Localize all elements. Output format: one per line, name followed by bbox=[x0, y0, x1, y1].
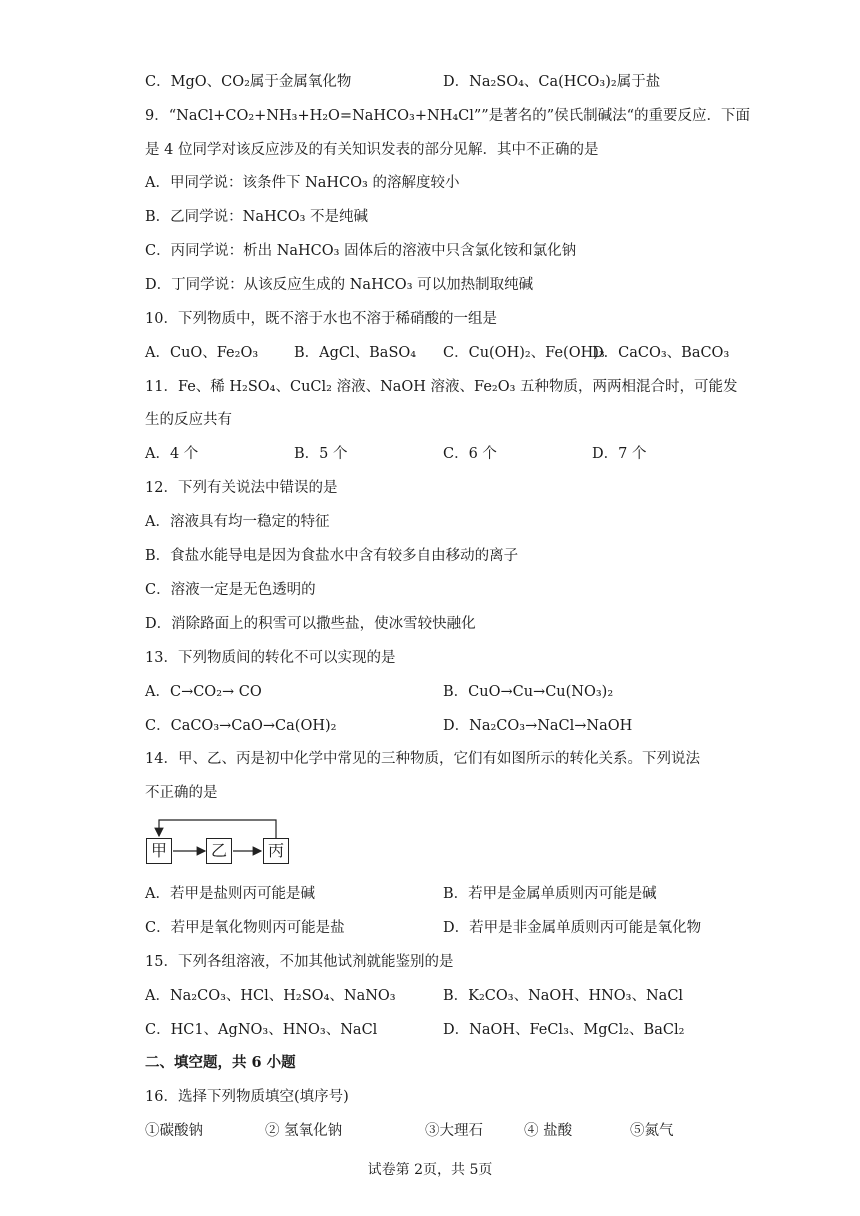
q9-option-c: C．丙同学说：析出 NaHCO₃ 固体后的溶液中只含氯化铵和氯化钠 bbox=[145, 243, 577, 259]
q11-option-a: A．4 个 bbox=[145, 446, 199, 462]
q13-option-b: B．CuO→Cu→Cu(NO₃)₂ bbox=[443, 684, 614, 700]
q16-stem: 16．选择下列物质填空(填序号) bbox=[145, 1089, 349, 1105]
q14-option-c: C．若甲是氧化物则丙可能是盐 bbox=[145, 920, 345, 936]
q12-option-b: B．食盐水能导电是因为食盐水中含有较多自由移动的离子 bbox=[145, 548, 519, 564]
q8-option-d: D．Na₂SO₄、Ca(HCO₃)₂属于盐 bbox=[443, 74, 661, 90]
page-footer: 试卷第 2页，共 5页 bbox=[367, 1162, 493, 1178]
q16-item-3: ③大理石 bbox=[425, 1123, 483, 1139]
q11-option-b: B．5 个 bbox=[294, 446, 348, 462]
q15-option-b: B．K₂CO₃、NaOH、HNO₃、NaCl bbox=[443, 988, 684, 1004]
q16-item-1: ①碳酸钠 bbox=[145, 1123, 203, 1139]
q8-option-c: C．MgO、CO₂属于金属氧化物 bbox=[145, 74, 352, 90]
box-bing: 丙 bbox=[263, 838, 289, 864]
q16-item-5: ⑤氮气 bbox=[630, 1123, 674, 1139]
q9-stem-line1: 9．“NaCl+CO₂+NH₃+H₂O=NaHCO₃+NH₄Cl””是著名的”侯氏制碱法“的重要反应．下面 bbox=[145, 108, 751, 124]
conversion-diagram bbox=[146, 818, 296, 868]
q11-stem-line2: 生的反应共有 bbox=[145, 412, 232, 428]
q11-stem-line1: 11．Fe、稀 H₂SO₄、CuCl₂ 溶液、NaOH 溶液、Fe₂O₃ 五种物质，两两相混合时，可能发 bbox=[145, 379, 738, 395]
q15-option-a: A．Na₂CO₃、HCl、H₂SO₄、NaNO₃ bbox=[145, 988, 396, 1004]
q10-option-b: B．AgCl、BaSO₄ bbox=[294, 345, 417, 361]
q13-option-a: A．C→CO₂→ CO bbox=[145, 684, 262, 700]
q9-option-b: B．乙同学说：NaHCO₃ 不是纯碱 bbox=[145, 209, 369, 225]
q9-option-a: A．甲同学说：该条件下 NaHCO₃ 的溶解度较小 bbox=[145, 175, 460, 191]
q13-stem: 13．下列物质间的转化不可以实现的是 bbox=[145, 650, 396, 666]
q15-stem: 15．下列各组溶液，不加其他试剂就能鉴别的是 bbox=[145, 954, 454, 970]
q14-option-b: B．若甲是金属单质则丙可能是碱 bbox=[443, 886, 657, 902]
q12-stem: 12．下列有关说法中错误的是 bbox=[145, 480, 338, 496]
q10-option-d: D．CaCO₃、BaCO₃ bbox=[592, 345, 730, 361]
q15-option-d: D．NaOH、FeCl₃、MgCl₂、BaCl₂ bbox=[443, 1022, 685, 1038]
q12-option-a: A．溶液具有均一稳定的特征 bbox=[145, 514, 330, 530]
q12-option-c: C．溶液一定是无色透明的 bbox=[145, 582, 316, 598]
q11-option-d: D．7 个 bbox=[592, 446, 647, 462]
q10-option-a: A．CuO、Fe₂O₃ bbox=[145, 345, 259, 361]
q14-option-d: D．若甲是非金属单质则丙可能是氧化物 bbox=[443, 920, 702, 936]
q11-option-c: C．6 个 bbox=[443, 446, 497, 462]
q14-option-a: A．若甲是盐则丙可能是碱 bbox=[145, 886, 315, 902]
q10-option-c: C．Cu(OH)₂、Fe(OH)₃ bbox=[443, 345, 605, 361]
q13-option-d: D．Na₂CO₃→NaCl→NaOH bbox=[443, 718, 633, 734]
q14-stem-line2: 不正确的是 bbox=[145, 785, 218, 801]
q9-stem-line2: 是 4 位同学对该反应涉及的有关知识发表的部分见解．其中不正确的是 bbox=[145, 142, 599, 158]
q15-option-c: C．HC1、AgNO₃、HNO₃、NaCl bbox=[145, 1022, 378, 1038]
box-yi: 乙 bbox=[206, 838, 232, 864]
box-jia: 甲 bbox=[146, 838, 172, 864]
q16-item-2: ② 氢氧化钠 bbox=[265, 1123, 343, 1139]
q13-option-c: C．CaCO₃→CaO→Ca(OH)₂ bbox=[145, 718, 337, 734]
q9-option-d: D．丁同学说：从该反应生成的 NaHCO₃ 可以加热制取纯碱 bbox=[145, 277, 534, 293]
q14-stem-line1: 14．甲、乙、丙是初中化学中常见的三种物质，它们有如图所示的转化关系。下列说法 bbox=[145, 751, 700, 767]
q10-stem: 10．下列物质中，既不溶于水也不溶于稀硝酸的一组是 bbox=[145, 311, 497, 327]
q16-item-4: ④ 盐酸 bbox=[524, 1123, 573, 1139]
section-heading: 二、填空题，共 6 小题 bbox=[145, 1054, 296, 1071]
q12-option-d: D．消除路面上的积雪可以撒些盐，使冰雪较快融化 bbox=[145, 616, 476, 632]
